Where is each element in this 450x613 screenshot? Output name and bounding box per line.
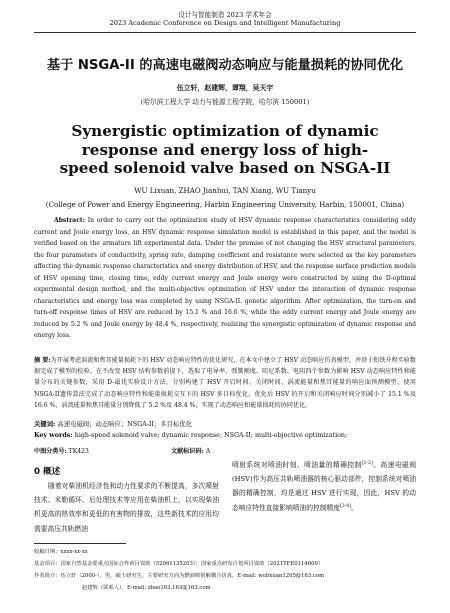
footnote-received: 收稿日期：xxxx-xx-xx <box>34 549 88 555</box>
english-abstract <box>34 215 416 342</box>
conference-header-cn: 设计与智能制造 2023 学术年会 <box>178 11 272 19</box>
body-text-b: 。高速电磁阀(HSV)作为高压共轨喷油器的核心驱动部件，控制系统对喷油器的精确控制，均是通过 HSV 进行实现，因此，HSV 的动态响应特性直接影响喷油的控制精度 <box>232 461 416 512</box>
doc-code-label: 文献标识码: <box>171 448 204 455</box>
chinese-authors: 伍立轩，赵建辉，谭翔，吴天宇 <box>176 84 274 92</box>
english-keywords <box>34 432 347 439</box>
conference-header-en: 2023 Academic Conference on Design and Intelligent Manufacturing <box>109 19 341 27</box>
body-column-left: 随着对柴油机经济性和动力性要求的不断提高，多次喷射技术、米勒循环、后处理技术等应用在柴油机上，以实现柴油机更高的热效率和更低的有害物的排放，这些新技术的应用均需要高压共轨燃油 <box>34 482 219 533</box>
chinese-title: 基于 NSGA-II 的高速电磁阀动态响应与能量损耗的协同优化 <box>46 58 404 73</box>
body-text-a: 喷射系统对喷油时刻、喷油量的精确控制 <box>232 461 362 469</box>
clc-label: 中图分类号: <box>34 448 67 455</box>
doc-code-group <box>171 446 210 455</box>
citation-1: [1-2] <box>361 461 373 466</box>
header-rule <box>34 32 416 33</box>
clc-value: TK423 <box>68 448 89 455</box>
footnote-rule <box>34 543 126 544</box>
chinese-abstract <box>34 355 416 411</box>
chinese-keywords-label: 关键词: <box>34 421 56 428</box>
body-column-right <box>232 458 416 515</box>
chinese-affiliation: (哈尔滨工程大学 动力与能源工程学院，哈尔滨 150001) <box>140 98 310 106</box>
chinese-keywords-text: 高速电磁阀；动态响应；NSGA-II；多目标优化 <box>57 421 192 428</box>
doc-code-value: A <box>205 448 211 455</box>
classification-line <box>34 446 416 455</box>
chinese-abstract-text: 为开展考虑涡流和焦耳能量损耗下的 HSV 动态响应特性的优化研究，在本文中建立了 HSV 动态响应仿真模型，并基于衔铁升程实验数据完成了模型的校验。在不改变 HSV 结构参数前提下，选取了电导率、弹簧刚度、阻尼系数、电阻四个参数为影响 HSV 动态响应特性和能量分布的关键参数，采用 D-最优实验设计方法，分别构建了 HSV 开启时间、关闭时间、涡流能量和焦耳能量的响应面预测模型，使用 NSGA-II遗传算法完成了动态响应特性和能量损耗交互下的 HSV 多目标优化。优化后 HSV 的开启和关闭响应时间分别减小了 15.1 %及 16.6 %，涡流能量和焦耳能量分别降低了 5.2 %及 48.4 %，实现了动态响应和能量损耗的协同优化。 <box>34 357 417 409</box>
chinese-abstract-label: 摘 要: <box>34 357 51 364</box>
abstract-text: In order to carry out the optimization study of HSV dynamic response characteristics considering eddy current and Joule energy loss, an HSV dynamic response simulation model is established in this paper, and the model is verified based on the armature lift experimental data. Under the premise of not changing the HSV structural parameters, the four parameters of conductivity, spring rate, damping coefficient and resistance were selected as the key parameters affecting the dynamic response characteristics and energy distribution of HSV, and the response surface prediction models of HSV opening time, closing time, eddy current energy and Joule energy were constructed by using the D-optimal experimental design method, and the multi-objective optimization of HSV under the interaction of dynamic response characteristics and energy loss was completed by using NSGA-II. genetic algorithm. After optimization, the turn-on and turn-off response times of HSV are reduced by 15.1 % and 16.6 %, while the eddy current energy and Joule energy are reduced by 5.2 % and Joule energy by 48.4 %, respectively, realizing the synergistic optimization of dynamic response and energy loss. <box>34 217 416 340</box>
english-title: Synergistic optimization of dynamic response and energy loss of high-speed solenoid valve based on NSGA-II <box>59 122 391 177</box>
section-heading: 0 概述 <box>34 467 61 477</box>
english-authors: WU Lixuan, ZHAO Jianhui, TAN Xiang, WU Tianyu <box>134 186 316 195</box>
citation-2: [3-4] <box>340 503 351 509</box>
chinese-keywords <box>34 419 192 428</box>
abstract-label: Abstract: <box>54 217 85 224</box>
english-keywords-label: Key words: <box>34 432 73 439</box>
footnote-author: 作者简介：伍立轩（2000-），男，硕士研究生，主要研究方向为燃油喷射解耦合仿真，E-mail: wulixuan1205@163.com <box>34 573 325 579</box>
english-affiliation: (College of Power and Energy Engineering, Harbin Engineering University, Harbin, 150001, China) <box>45 200 405 209</box>
body-text-c: 。 <box>351 503 358 512</box>
footnote-fund: 基金项目：国家自然基金委重点国际合作项目资助（52061135203）；国家重点研发计划项目资助（2021YFE0114600） <box>34 561 324 567</box>
english-keywords-text: high-speed solenoid valve; dynamic response; NSGA-II; multi-objective optimization; <box>74 432 348 439</box>
footnote-corresponding: 赵建辉（联系人），E-mail: zhao163.163@163.com <box>82 585 211 591</box>
